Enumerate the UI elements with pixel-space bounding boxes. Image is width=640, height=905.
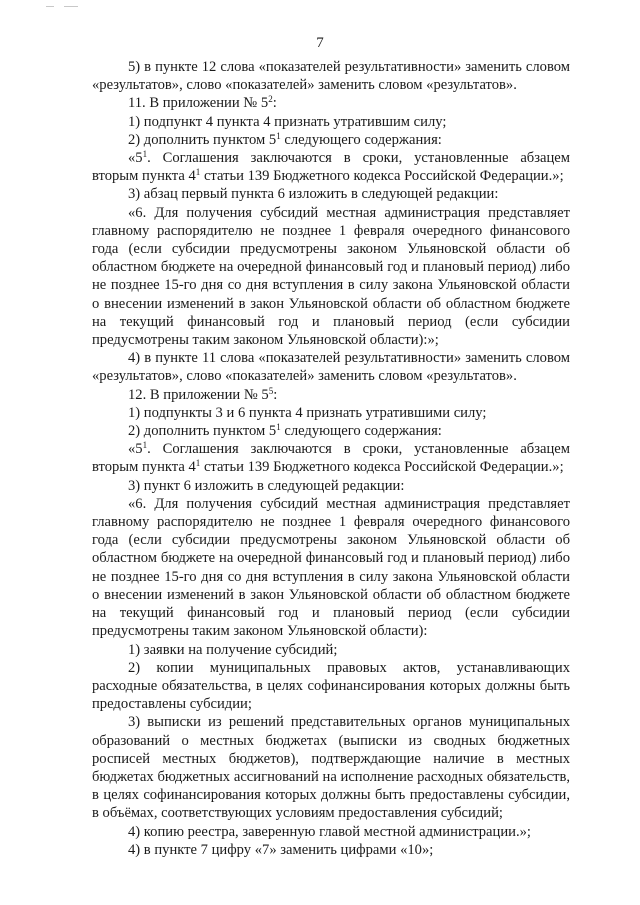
paragraph: [92, 641, 570, 659]
text-run: «5: [128, 441, 143, 458]
paragraph: [92, 477, 570, 495]
text-run: . Соглашения заключаются в сроки, установленные абзацем вторым пункта 4: [92, 441, 570, 476]
text-run: 3) пункт 6 изложить в следующей редакции:: [128, 477, 405, 494]
text-run: 3) абзац первый пункта 6 изложить в следующей редакции:: [128, 186, 499, 203]
paragraph: [92, 94, 570, 112]
paragraph: [92, 149, 570, 185]
superscript: 5: [268, 385, 274, 396]
text-run: 2) копии муниципальных правовых актов, устанавливающих расходные обязательства, в целях софинансирования которых должны быть предоставлены субсидии;: [92, 659, 570, 713]
text-run: 11. В приложении № 5: [128, 95, 269, 112]
paragraph: [92, 823, 570, 841]
paragraph: [92, 440, 570, 476]
superscript: 1: [195, 167, 201, 178]
text-run: 3) выписки из решений представительных органов муниципальных образований о местных бюджетах (выписки из сводных бюджетных росписей местных бюджетов), подтверждающие наличие в местных бюджетах бюджетных ассигнований на исполнение расходных обязательств, в целях софинансирования которых должны быть предоставлены субсидии, в объёмах, соответствующих условиям предоставления субсидий;: [92, 714, 570, 822]
text-run: статьи 139 Бюджетного кодекса Российской Федерации.»;: [200, 168, 564, 185]
text-run: следующего содержания:: [280, 423, 442, 440]
text-run: :: [273, 386, 278, 403]
text-run: 1) подпункт 4 пункта 4 признать утратившим силу;: [128, 113, 447, 130]
text-run: :: [272, 95, 277, 112]
scan-artifact-line: [64, 6, 78, 7]
text-run: 1) подпункты 3 и 6 пункта 4 признать утратившими силу;: [128, 404, 487, 421]
paragraph: [92, 659, 570, 714]
superscript: 1: [142, 149, 148, 160]
superscript: 1: [142, 440, 148, 451]
superscript: 1: [195, 458, 201, 469]
paragraph: [92, 495, 570, 641]
text-run: 4) копию реестра, заверенную главой местной администрации.»;: [128, 823, 531, 840]
text-run: «6. Для получения субсидий местная администрация представляет главному распорядителю не позднее 1 февраля очередного финансового года (если субсидии предусмотрены законом Ульяновской области об областном бюджете на очередной финансовый год и плановый период) либо не позднее 15-го дня со дня вступления в силу закона Ульяновской области о внесении изменений в закон Ульяновской области об областном бюджете на текущий финансовый год и плановый период (если субсидии предусмотрены таким законом Ульяновской области):: [92, 495, 570, 640]
superscript: 2: [268, 94, 273, 105]
text-run: 12. В приложении № 5: [128, 386, 269, 403]
paragraph: [92, 131, 570, 149]
text-run: «5: [128, 150, 143, 167]
text-run: . Соглашения заключаются в сроки, установленные абзацем вторым пункта 4: [92, 150, 570, 185]
paragraph: [92, 422, 570, 440]
text-run: 4) в пункте 11 слова «показателей результативности» заменить словом «результатов», слово «показателей» заменить словом «результатов».: [92, 350, 570, 385]
paragraph: [92, 185, 570, 203]
superscript: 1: [276, 422, 281, 433]
paragraph: [92, 386, 570, 404]
paragraph: [92, 841, 570, 859]
scan-artifact-line: [46, 6, 54, 7]
text-run: 1) заявки на получение субсидий;: [128, 641, 338, 658]
page-number: 7: [316, 35, 324, 51]
paragraph: [92, 113, 570, 131]
document-body: [92, 58, 570, 859]
paragraph: [92, 349, 570, 385]
paragraph: [92, 404, 570, 422]
text-run: 2) дополнить пунктом 5: [128, 423, 277, 440]
text-run: статьи 139 Бюджетного кодекса Российской Федерации.»;: [200, 459, 564, 476]
text-run: 4) в пункте 7 цифру «7» заменить цифрами «10»;: [128, 841, 434, 858]
superscript: 1: [276, 130, 281, 141]
text-run: 5) в пункте 12 слова «показателей результативности» заменить словом «результатов», слово «показателей» заменить словом «результатов».: [92, 59, 570, 94]
text-run: 2) дополнить пунктом 5: [128, 131, 277, 148]
paragraph: [92, 204, 570, 350]
text-run: «6. Для получения субсидий местная администрация представляет главному распорядителю не позднее 1 февраля очередного финансового года (если субсидии предусмотрены законом Ульяновской области об областном бюджете на очередной финансовый год и плановый период) либо не позднее 15-го дня со дня вступления в силу закона Ульяновской области о внесении изменений в закон Ульяновской области об областном бюджете на текущий финансовый год и плановый период (если субсидии предусмотрены таким законом Ульяновской области):»;: [92, 204, 570, 349]
text-run: следующего содержания:: [280, 131, 442, 148]
paragraph: [92, 58, 570, 94]
paragraph: [92, 713, 570, 822]
